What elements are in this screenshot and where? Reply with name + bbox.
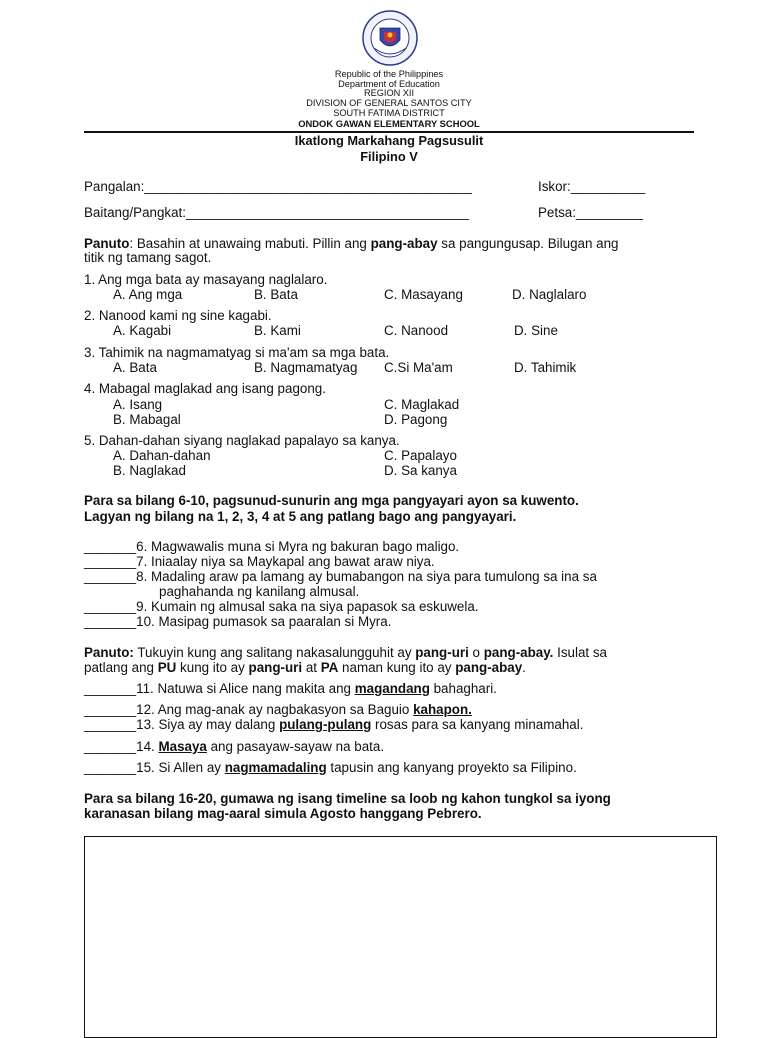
instruction-text: o	[468, 645, 484, 660]
underlined-word: nagmamadaling	[224, 760, 327, 775]
item-text: rosas para sa kanyang minamahal.	[371, 717, 584, 732]
score-field[interactable]: Iskor:__________	[538, 179, 646, 194]
choice-4c[interactable]: C. Maglakad	[384, 397, 460, 412]
question-5: 5. Dahan-dahan siyang naglakad papalayo sa kanya.	[84, 433, 400, 448]
choice-3d[interactable]: D. Tahimik	[514, 360, 577, 375]
grade-section-field[interactable]: Baitang/Pangkat:______________________________________	[84, 205, 469, 220]
item-15[interactable]	[84, 760, 577, 775]
choice-2a[interactable]: A. Kagabi	[113, 323, 172, 338]
item-14[interactable]	[84, 739, 384, 754]
timeline-answer-box[interactable]	[84, 836, 717, 1038]
instruction-keyword: PU	[157, 660, 177, 675]
choice-4a[interactable]: A. Isang	[113, 397, 163, 412]
part1-instruction-line2: titik ng tamang sagot.	[84, 250, 212, 265]
instruction-keyword: PA	[320, 660, 339, 675]
instruction-text: patlang ang	[84, 660, 158, 675]
question-3: 3. Tahimik na nagmamatyag si ma'am sa mga bata.	[84, 345, 390, 360]
part3-instruction-line2	[84, 660, 526, 675]
question-4: 4. Mabagal maglakad ang isang pagong.	[84, 381, 326, 396]
instruction-text: at	[302, 660, 321, 675]
choice-3a[interactable]: A. Bata	[113, 360, 157, 375]
item-11[interactable]	[84, 681, 497, 696]
instruction-keyword: pang-abay.	[483, 645, 554, 660]
choice-5d[interactable]: D. Sa kanya	[384, 463, 457, 478]
letterhead	[0, 70, 768, 128]
item-7[interactable]: _______7. Iniaalay niya sa Maykapal ang bawat araw niya.	[84, 554, 435, 569]
choice-5c[interactable]: C. Papalayo	[384, 448, 457, 463]
instruction-label: Panuto:	[84, 645, 134, 660]
letterhead-line: REGION XII	[363, 88, 415, 99]
date-field[interactable]: Petsa:_________	[538, 205, 643, 220]
instruction-text: .	[522, 660, 526, 675]
choice-2c[interactable]: C. Nanood	[384, 323, 449, 338]
choice-5b[interactable]: B. Naglakad	[113, 463, 186, 478]
name-field[interactable]: Pangalan:____________________________________________	[84, 179, 472, 194]
choice-2b[interactable]: B. Kami	[254, 323, 301, 338]
choice-3b[interactable]: B. Nagmamatyag	[254, 360, 358, 375]
item-9[interactable]: _______9. Kumain ng almusal saka na siya papasok sa eskuwela.	[84, 599, 479, 614]
instruction-text: sa pangungusap. Bilugan ang	[437, 236, 619, 251]
item-13[interactable]	[84, 717, 583, 732]
choice-4d[interactable]: D. Pagong	[384, 412, 448, 427]
part1-instruction	[84, 236, 618, 251]
instruction-keyword: pang-abay	[455, 660, 523, 675]
instruction-text: : Basahin at unawaing mabuti. Pillin ang	[129, 236, 371, 251]
question-1: 1. Ang mga bata ay masayang naglalaro.	[84, 272, 328, 287]
choice-3c[interactable]: C.Si Ma'am	[384, 360, 453, 375]
part2-instruction: Para sa bilang 6-10, pagsunud-sunurin ang mga pangyayari ayon sa kuwento.	[84, 493, 579, 508]
choice-1c[interactable]: C. Masayang	[384, 287, 463, 302]
instruction-keyword: pang-uri	[415, 645, 469, 660]
part4-instruction-line2: karanasan bilang mag-aaral simula Agosto hanggang Pebrero.	[84, 806, 482, 821]
part3-instruction	[84, 645, 607, 660]
question-2: 2. Nanood kami ng sine kagabi.	[84, 308, 272, 323]
underlined-word: magandang	[354, 681, 430, 696]
choice-1a[interactable]: A. Ang mga	[113, 287, 183, 302]
instruction-label: Panuto	[84, 236, 130, 251]
part4-instruction: Para sa bilang 16-20, gumawa ng isang timeline sa loob ng kahon tungkol sa iyong	[84, 791, 611, 806]
item-text: _______15. Si Allen ay	[84, 760, 225, 775]
underlined-word: pulang-pulang	[279, 717, 372, 732]
choice-5a[interactable]: A. Dahan-dahan	[113, 448, 211, 463]
exam-subject: Filipino V	[360, 149, 418, 164]
item-text: _______14.	[84, 739, 159, 754]
instruction-text: Isulat sa	[553, 645, 607, 660]
item-10[interactable]: _______10. Masipag pumasok sa paaralan si Myra.	[84, 614, 392, 629]
choice-1b[interactable]: B. Bata	[254, 287, 298, 302]
instruction-text: naman kung ito ay	[338, 660, 456, 675]
choice-1d[interactable]: D. Naglalaro	[512, 287, 587, 302]
deped-seal	[362, 10, 418, 66]
letterhead-line: Republic of the Philippines	[334, 69, 444, 79]
underlined-word: kahapon.	[413, 702, 472, 717]
choice-2d[interactable]: D. Sine	[514, 323, 558, 338]
part2-instruction-line2: Lagyan ng bilang na 1, 2, 3, 4 at 5 ang patlang bago ang pangyayari.	[84, 509, 517, 524]
letterhead-line: Department of Education	[338, 78, 440, 89]
item-text: _______12. Ang mag-anak ay nagbakasyon sa Baguio	[84, 702, 414, 717]
school-name: ONDOK GAWAN ELEMENTARY SCHOOL	[298, 117, 480, 129]
item-text: ang pasayaw-sayaw na bata.	[206, 739, 385, 754]
instruction-text: kung ito ay	[176, 660, 249, 675]
item-12[interactable]	[84, 702, 472, 717]
item-6[interactable]: _______6. Magwawalis muna si Myra ng bakuran bago maligo.	[84, 539, 460, 554]
instruction-keyword: pang-uri	[248, 660, 303, 675]
item-text: _______13. Siya ay may dalang	[84, 717, 280, 732]
underlined-word: Masaya	[158, 739, 207, 754]
choice-4b[interactable]: B. Mabagal	[113, 412, 181, 427]
item-text: _______11. Natuwa si Alice nang makita ang	[84, 681, 355, 696]
item-8[interactable]: _______8. Madaling araw pa lamang ay bumabangon na siya para tumulong sa ina sa	[84, 569, 597, 584]
instruction-text: Tukuyin kung ang salitang nakasalungguhit ay	[133, 645, 416, 660]
letterhead-line: SOUTH FATIMA DISTRICT	[333, 107, 445, 118]
exam-title: Ikatlong Markahang Pagsusulit	[294, 133, 484, 148]
letterhead-line: DIVISION OF GENERAL SANTOS CITY	[306, 98, 472, 109]
item-text: bahaghari.	[429, 681, 497, 696]
item-8-continuation: paghahanda ng kanilang almusal.	[159, 584, 360, 599]
instruction-keyword: pang-abay	[370, 236, 438, 251]
item-text: tapusin ang kanyang proyekto sa Filipino.	[326, 760, 577, 775]
